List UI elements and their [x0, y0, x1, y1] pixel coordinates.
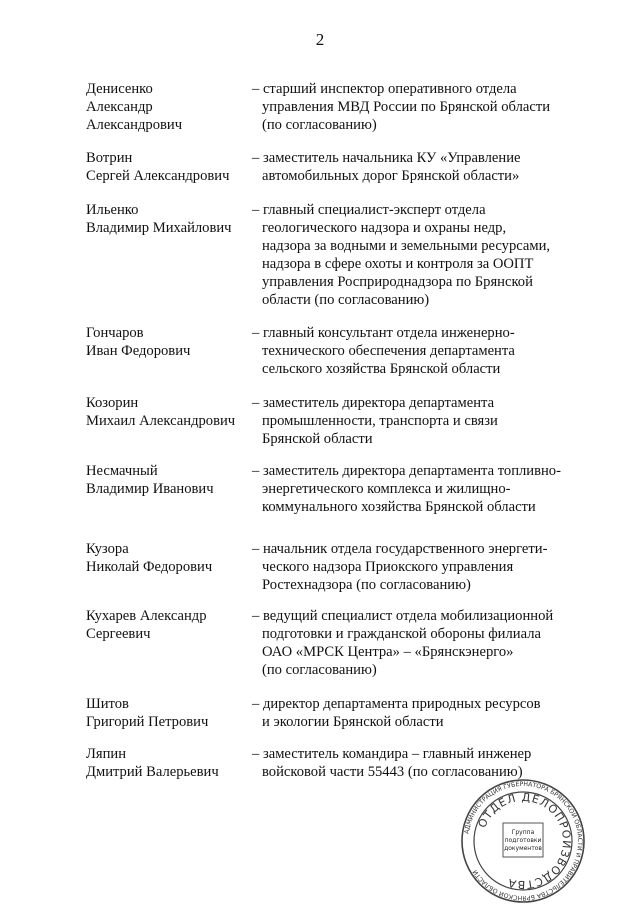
member-name — [86, 540, 256, 576]
department-stamp — [460, 778, 586, 904]
stamp-center-line: документов — [504, 845, 542, 852]
member-position-line: автомобильных дорог Брянской области» — [262, 168, 520, 184]
member-position-line: надзора за водными и земельными ресурсами, — [262, 238, 551, 254]
member-name-line: Сергей Александрович — [86, 168, 230, 184]
member-position-line: технического обеспечения департамента — [262, 343, 515, 359]
member-position-line: – заместитель начальника КУ «Управление — [252, 150, 521, 166]
member-position-line: управления Росприроднадзора по Брянской — [262, 274, 533, 290]
member-name-line: Николай Федорович — [86, 559, 213, 575]
member-name-line: Александрович — [86, 117, 183, 133]
member-position-line: коммунального хозяйства Брянской области — [262, 499, 536, 515]
member-position-line: управления МВД России по Брянской области — [262, 99, 551, 115]
member-name-line: Григорий Петрович — [86, 714, 209, 730]
member-name-line: Ляпин — [86, 746, 127, 762]
member-position-line: (по согласованию) — [262, 117, 377, 133]
member-position-line: – директор департамента природных ресурсов — [252, 696, 541, 712]
member-position-line: геологического надзора и охраны недр, — [262, 220, 507, 236]
member-name-line: Сергеевич — [86, 626, 151, 642]
member-name — [86, 607, 256, 643]
member-name-line: Александр — [86, 99, 153, 115]
member-name-line: Владимир Иванович — [86, 481, 214, 497]
member-position — [252, 745, 592, 781]
member-name — [86, 149, 256, 185]
member-position-line: войсковой части 55443 (по согласованию) — [262, 764, 523, 780]
member-position — [252, 324, 592, 378]
member-position-line: надзора в сфере охоты и контроля за ООПТ — [262, 256, 534, 272]
member-name — [86, 394, 256, 430]
member-position-line: энергетического комплекса и жилищно- — [262, 481, 511, 497]
member-position-line: ческого надзора Приокского управления — [262, 559, 514, 575]
member-name — [86, 745, 256, 781]
member-position-line: ОАО «МРСК Центра» – «Брянскэнерго» — [262, 644, 514, 660]
member-name — [86, 695, 256, 731]
member-position — [252, 201, 592, 309]
member-name-line: Дмитрий Валерьевич — [86, 764, 219, 780]
member-name-line: Иван Федорович — [86, 343, 191, 359]
member-position-line: – заместитель директора департамента — [252, 395, 495, 411]
member-name-line: Несмачный — [86, 463, 158, 479]
member-position-line: Брянской области — [262, 431, 373, 447]
member-position-line: – начальник отдела государственного энергети- — [252, 541, 548, 557]
member-name-line: Шитов — [86, 696, 129, 712]
member-name-line: Михаил Александрович — [86, 413, 236, 429]
member-position-line: области (по согласованию) — [262, 292, 430, 308]
member-position — [252, 540, 592, 594]
member-position-line: сельского хозяйства Брянской области — [262, 361, 501, 377]
member-position — [252, 149, 592, 185]
member-position — [252, 80, 592, 134]
member-position — [252, 394, 592, 448]
stamp-inner-text: ОТДЕЛ ДЕЛОПРОИЗВОДСТВА — [475, 790, 574, 892]
member-position-line: – главный консультант отдела инженерно- — [252, 325, 515, 341]
member-position-line: (по согласованию) — [262, 662, 377, 678]
member-name-line: Гончаров — [86, 325, 144, 341]
member-position-line: промышленности, транспорта и связи — [262, 413, 498, 429]
member-position-line: и экологии Брянской области — [262, 714, 444, 730]
member-name — [86, 80, 256, 134]
member-name-line: Кухарев Александр — [86, 608, 207, 624]
member-name-line: Козорин — [86, 395, 139, 411]
stamp-center-text — [504, 829, 542, 852]
member-name-line: Денисенко — [86, 81, 153, 97]
member-name — [86, 201, 256, 237]
stamp-center-line: Группа — [511, 829, 535, 836]
member-position-line: – заместитель директора департамента топливно- — [252, 463, 561, 479]
member-name-line: Кузора — [86, 541, 129, 557]
member-position-line: – старший инспектор оперативного отдела — [252, 81, 517, 97]
member-name — [86, 462, 256, 498]
member-name — [86, 324, 256, 360]
member-name-line: Ильенко — [86, 202, 139, 218]
member-position-line: Ростехнадзора (по согласованию) — [262, 577, 471, 593]
member-position — [252, 695, 592, 731]
member-name-line: Вотрин — [86, 150, 133, 166]
member-position-line: – главный специалист-эксперт отдела — [252, 202, 486, 218]
member-position-line: подготовки и гражданской обороны филиала — [262, 626, 541, 642]
stamp-center-line: подготовки — [504, 837, 542, 844]
stamp-outer-text: АДМИНИСТРАЦИЯ ГУБЕРНАТОРА БРЯНСКОЙ ОБЛАСТИ И ПРАВИТЕЛЬСТВА БРЯНСКОЙ ОБЛАСТИ — [463, 780, 584, 902]
member-name-line: Владимир Михайлович — [86, 220, 232, 236]
member-position-line: – ведущий специалист отдела мобилизационной — [252, 608, 554, 624]
member-position-line: – заместитель командира – главный инженер — [252, 746, 532, 762]
page-number: 2 — [315, 30, 325, 49]
member-position — [252, 607, 592, 679]
member-position — [252, 462, 592, 516]
